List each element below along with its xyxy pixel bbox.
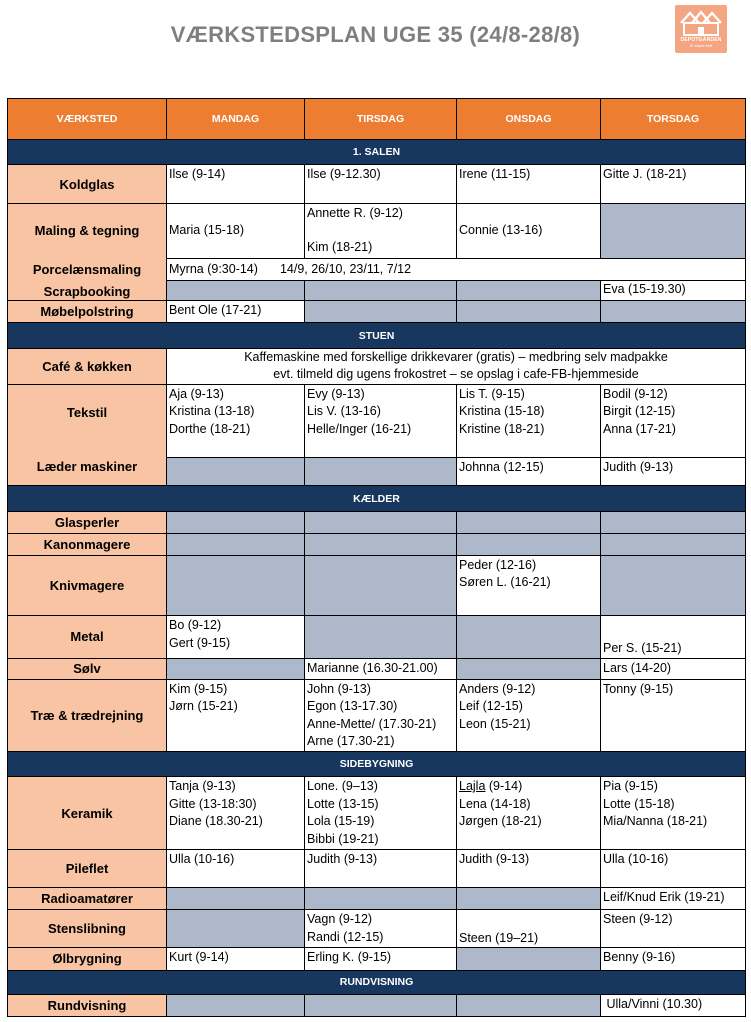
slot-entry: Erling K. (9-15) (307, 950, 392, 965)
slot-entry: Leif (12-15) (459, 699, 523, 714)
slot-torsdag (601, 888, 746, 910)
workshop-name-group (8, 203, 167, 301)
slot-entry: Kristina (15-18) (459, 404, 545, 419)
section-title: KÆLDER (8, 486, 746, 511)
slot-tirsdag (305, 384, 457, 457)
slot-entry: Egon (13-17.30) (307, 699, 398, 714)
slot-onsdag (457, 384, 601, 457)
slot-tirsdag-empty (305, 511, 457, 533)
slot-entry: Søren L. (16-21) (459, 575, 551, 590)
table-row (8, 658, 746, 679)
section-title: SIDEBYGNING (8, 752, 746, 777)
slot-entry: Kurt (9-14) (169, 950, 229, 965)
slot-onsdag-empty (457, 511, 601, 533)
slot-torsdag-empty (601, 301, 746, 323)
slot-entry: John (9-13) (307, 681, 371, 696)
slot-entry: Kristina (13-18) (169, 404, 255, 419)
slot-onsdag (457, 458, 601, 486)
slot-entry: Leon (15-21) (459, 716, 531, 731)
workshop-name: Sølv (8, 658, 167, 679)
slot-torsdag (601, 458, 746, 486)
slot-entry: Kim (9-15) (169, 681, 228, 696)
depotgaarden-logo (675, 5, 727, 53)
slot-week-span (167, 348, 746, 384)
slot-onsdag (457, 203, 601, 258)
slot-mandag-empty (167, 555, 305, 615)
slot-mandag-empty (167, 533, 305, 555)
slot-entry: Gert (9-15) (169, 635, 231, 650)
column-header-torsdag: TORSDAG (601, 99, 746, 140)
slot-onsdag-empty (457, 281, 601, 301)
slot-entry: Judith (9-13) (307, 851, 378, 866)
table-row (8, 994, 746, 1016)
slot-entry: Jørn (15-21) (169, 699, 238, 714)
slot-entry: Annette R. (9-12) (307, 205, 403, 220)
slot-torsdag (601, 165, 746, 203)
slot-entry: Anna (17-21) (603, 421, 676, 436)
slot-entry: Myrna (9:30-14) (169, 262, 258, 277)
workshop-name: Porcelænsmaling (32, 261, 142, 277)
slot-mandag-empty (167, 910, 305, 948)
section-row-stuen (8, 323, 746, 348)
slot-entry: Tanja (9-13) (169, 779, 236, 794)
slot-entry (459, 778, 600, 796)
table-row (8, 511, 746, 533)
slot-mandag (167, 849, 305, 887)
slot-entry: Arne (17.30-21) (307, 734, 395, 749)
slot-entry: Tonny (9-15) (603, 681, 674, 696)
slot-entry: Lars (14-20) (603, 660, 672, 675)
workshop-name: Koldglas (8, 165, 167, 203)
slot-entry: Mia/Nanna (18-21) (603, 814, 708, 829)
slot-torsdag (601, 994, 746, 1016)
slot-entry: Per S. (15-21) (603, 641, 682, 656)
slot-entry: Ulla/Vinni (10.30) (603, 996, 703, 1011)
table-row (8, 384, 746, 457)
slot-onsdag (457, 777, 601, 849)
slot-entry: Steen (9-12) (603, 912, 673, 927)
slot-entry: Aja (9-13) (169, 386, 224, 401)
slot-entry: Randi (12-15) (307, 929, 384, 944)
slot-entry: Evy (9-13) (307, 386, 365, 401)
slot-entry: Vagn (9-12) (307, 912, 373, 927)
slot-torsdag (601, 849, 746, 887)
slot-torsdag (601, 679, 746, 751)
slot-tirsdag-empty (305, 301, 457, 323)
slot-mandag-empty (167, 281, 305, 301)
slot-onsdag-empty (457, 616, 601, 658)
column-header-row (8, 99, 746, 140)
table-row (8, 348, 746, 384)
table-row (8, 910, 746, 948)
workshop-name: Radioamatører (8, 888, 167, 910)
workshop-name: Café & køkken (8, 348, 167, 384)
slot-torsdag (601, 281, 746, 301)
slot-onsdag-empty (457, 533, 601, 555)
section-row-salen (8, 140, 746, 165)
slot-onsdag-empty (457, 994, 601, 1016)
workshop-name: Læder maskiner (36, 458, 138, 474)
slot-entry: Irene (11-15) (459, 167, 531, 182)
workshop-name: Ølbrygning (8, 948, 167, 970)
table-row (8, 948, 746, 970)
slot-onsdag-empty (457, 658, 601, 679)
table-row (8, 203, 746, 258)
workshop-name: Kanonmagere (8, 533, 167, 555)
workshop-name: Keramik (8, 777, 167, 849)
slot-mandag (167, 948, 305, 970)
column-header-onsdag: ONSDAG (457, 99, 601, 140)
slot-onsdag (457, 679, 601, 751)
workshop-name: Scrapbooking (43, 283, 131, 299)
slot-entry: Birgit (12-15) (603, 404, 676, 419)
slot-entry: Anders (9-12) (459, 681, 536, 696)
slot-tirsdag (305, 203, 457, 258)
column-header-mandag: MANDAG (167, 99, 305, 140)
slot-entry: Judith (9-13) (459, 851, 530, 866)
column-header-vaerksted: VÆRKSTED (8, 99, 167, 140)
slot-entry: Gitte (13-18:30) (169, 796, 257, 811)
section-row-kaelder (8, 486, 746, 511)
slot-mandag-empty (167, 511, 305, 533)
slot-torsdag (601, 948, 746, 970)
slot-entry: Lola (15-19) (307, 814, 375, 829)
column-header-tirsdag: TIRSDAG (305, 99, 457, 140)
workshop-name: Knivmagere (8, 555, 167, 615)
slot-onsdag (457, 910, 601, 948)
slot-entry: Benny (9-16) (603, 950, 676, 965)
cafe-info-line: Kaffemaskine med forskellige drikkevarer (gratis) – medbring selv madpakke (244, 349, 668, 364)
slot-torsdag-empty (601, 203, 746, 258)
section-row-sidebygning (8, 752, 746, 777)
cafe-info-line: evt. tilmeld dig ugens frokostret – se opslag i cafe-FB-hjemmeside (273, 367, 639, 382)
slot-entry: Diane (18.30-21) (169, 814, 263, 829)
slot-tirsdag (305, 948, 457, 970)
table-row (8, 165, 746, 203)
table-row (8, 849, 746, 887)
workshop-name: Tekstil (66, 404, 108, 420)
slot-mandag-empty (167, 994, 305, 1016)
section-row-rundvisning (8, 970, 746, 994)
slot-mandag (167, 679, 305, 751)
slot-onsdag (457, 165, 601, 203)
slot-torsdag (601, 777, 746, 849)
slot-torsdag (601, 658, 746, 679)
page-title: VÆRKSTEDSPLAN UGE 35 (24/8-28/8) (170, 22, 581, 47)
slot-onsdag-empty (457, 888, 601, 910)
workshop-name: Pileflet (8, 849, 167, 887)
slot-tirsdag (305, 849, 457, 887)
workshop-name: Træ & trædrejning (8, 679, 167, 751)
slot-torsdag-empty (601, 555, 746, 615)
slot-entry: Judith (9-13) (603, 460, 674, 475)
slot-onsdag-empty (457, 301, 601, 323)
section-title: 1. SALEN (8, 140, 746, 165)
workshop-name: Møbelpolstring (8, 301, 167, 323)
slot-tirsdag (305, 777, 457, 849)
workshop-schedule-table (7, 98, 746, 1017)
workshop-name: Rundvisning (8, 994, 167, 1016)
slot-entry: Lone. (9–13) (307, 779, 378, 794)
slot-entry: Ilse (9-12.30) (307, 167, 381, 182)
slot-entry: Eva (15-19.30) (603, 282, 686, 297)
slot-mandag (167, 616, 305, 658)
slot-tirsdag (305, 679, 457, 751)
section-title: RUNDVISNING (8, 970, 746, 994)
slot-entry: Pia (9-15) (603, 779, 658, 794)
slot-dates: 14/9, 26/10, 23/11, 7/12 (279, 262, 412, 277)
workshop-name: Stenslibning (8, 910, 167, 948)
slot-mandag (167, 165, 305, 203)
slot-entry: Leif/Knud Erik (19-21) (603, 890, 725, 905)
slot-entry: Gitte J. (18-21) (603, 167, 687, 182)
slot-tirsdag-empty (305, 888, 457, 910)
slot-torsdag (601, 384, 746, 457)
slot-entry: Helle/Inger (16-21) (307, 421, 412, 436)
table-row (8, 777, 746, 849)
slot-tirsdag (305, 165, 457, 203)
slot-tirsdag-empty (305, 616, 457, 658)
slot-entry: Jørgen (18-21) (459, 814, 542, 829)
slot-entry: Lena (14-18) (459, 796, 531, 811)
slot-entry: Steen (19–21) (459, 930, 539, 945)
slot-torsdag-empty (601, 533, 746, 555)
slot-entry: Johnna (12-15) (459, 460, 544, 475)
slot-entry: Anne-Mette/ (17.30-21) (307, 716, 437, 731)
slot-entry: Dorthe (18-21) (169, 421, 251, 436)
slot-entry: Kristine (18-21) (459, 421, 545, 436)
slot-torsdag-empty (601, 511, 746, 533)
slot-entry: Ilse (9-14) (169, 167, 226, 182)
slot-tirsdag (305, 910, 457, 948)
workshop-name: Maling & tegning (34, 222, 140, 238)
slot-onsdag-empty (457, 948, 601, 970)
slot-entry: Bent Ole (17-21) (169, 303, 262, 318)
slot-mandag (167, 203, 305, 258)
slot-entry: Ulla (10-16) (169, 851, 235, 866)
slot-entry: Lotte (13-15) (307, 796, 379, 811)
house-logo-icon (679, 9, 723, 37)
slot-entry: Connie (13-16) (459, 223, 543, 238)
slot-onsdag (457, 555, 601, 615)
slot-entry: Lis T. (9-15) (459, 386, 525, 401)
slot-entry-time: (9-14) (485, 779, 523, 794)
logo-name: DEPOTGÅRDEN (680, 37, 722, 43)
slot-torsdag (601, 910, 746, 948)
slot-entry: Ulla (10-16) (603, 851, 669, 866)
slot-tirsdag-empty (305, 994, 457, 1016)
slot-entry: Bo (9-12) (169, 618, 222, 633)
slot-tirsdag-empty (305, 555, 457, 615)
section-title: STUEN (8, 323, 746, 348)
table-row (8, 555, 746, 615)
table-row (8, 301, 746, 323)
slot-tirsdag-empty (305, 533, 457, 555)
table-row (8, 888, 746, 910)
table-row (8, 679, 746, 751)
slot-entry: Kim (18-21) (307, 240, 373, 255)
table-row (8, 616, 746, 658)
slot-entry: Bibbi (19-21) (307, 831, 379, 846)
slot-mandag-empty (167, 888, 305, 910)
slot-mandag-empty (167, 658, 305, 679)
slot-onsdag (457, 849, 601, 887)
slot-mandag (167, 384, 305, 457)
slot-tirsdag-empty (305, 281, 457, 301)
logo-tagline: Et skønt fedt (689, 43, 713, 48)
slot-mandag (167, 301, 305, 323)
table-row (8, 533, 746, 555)
slot-week-span (167, 258, 746, 280)
workshop-name: Metal (8, 616, 167, 658)
slot-entry: Peder (12-16) (459, 557, 537, 572)
workshop-name: Glasperler (8, 511, 167, 533)
slot-tirsdag-empty (305, 458, 457, 486)
slot-entry-name: Lajla (459, 779, 486, 794)
slot-torsdag (601, 616, 746, 658)
slot-entry: Bodil (9-12) (603, 386, 668, 401)
slot-mandag-empty (167, 458, 305, 486)
slot-entry: Marianne (16.30-21.00) (307, 660, 438, 675)
slot-tirsdag (305, 658, 457, 679)
slot-entry: Maria (15-18) (169, 223, 245, 238)
slot-mandag (167, 777, 305, 849)
slot-entry: Lotte (15-18) (603, 796, 675, 811)
workshop-name-group (8, 384, 167, 486)
slot-entry: Lis V. (13-16) (307, 404, 381, 419)
